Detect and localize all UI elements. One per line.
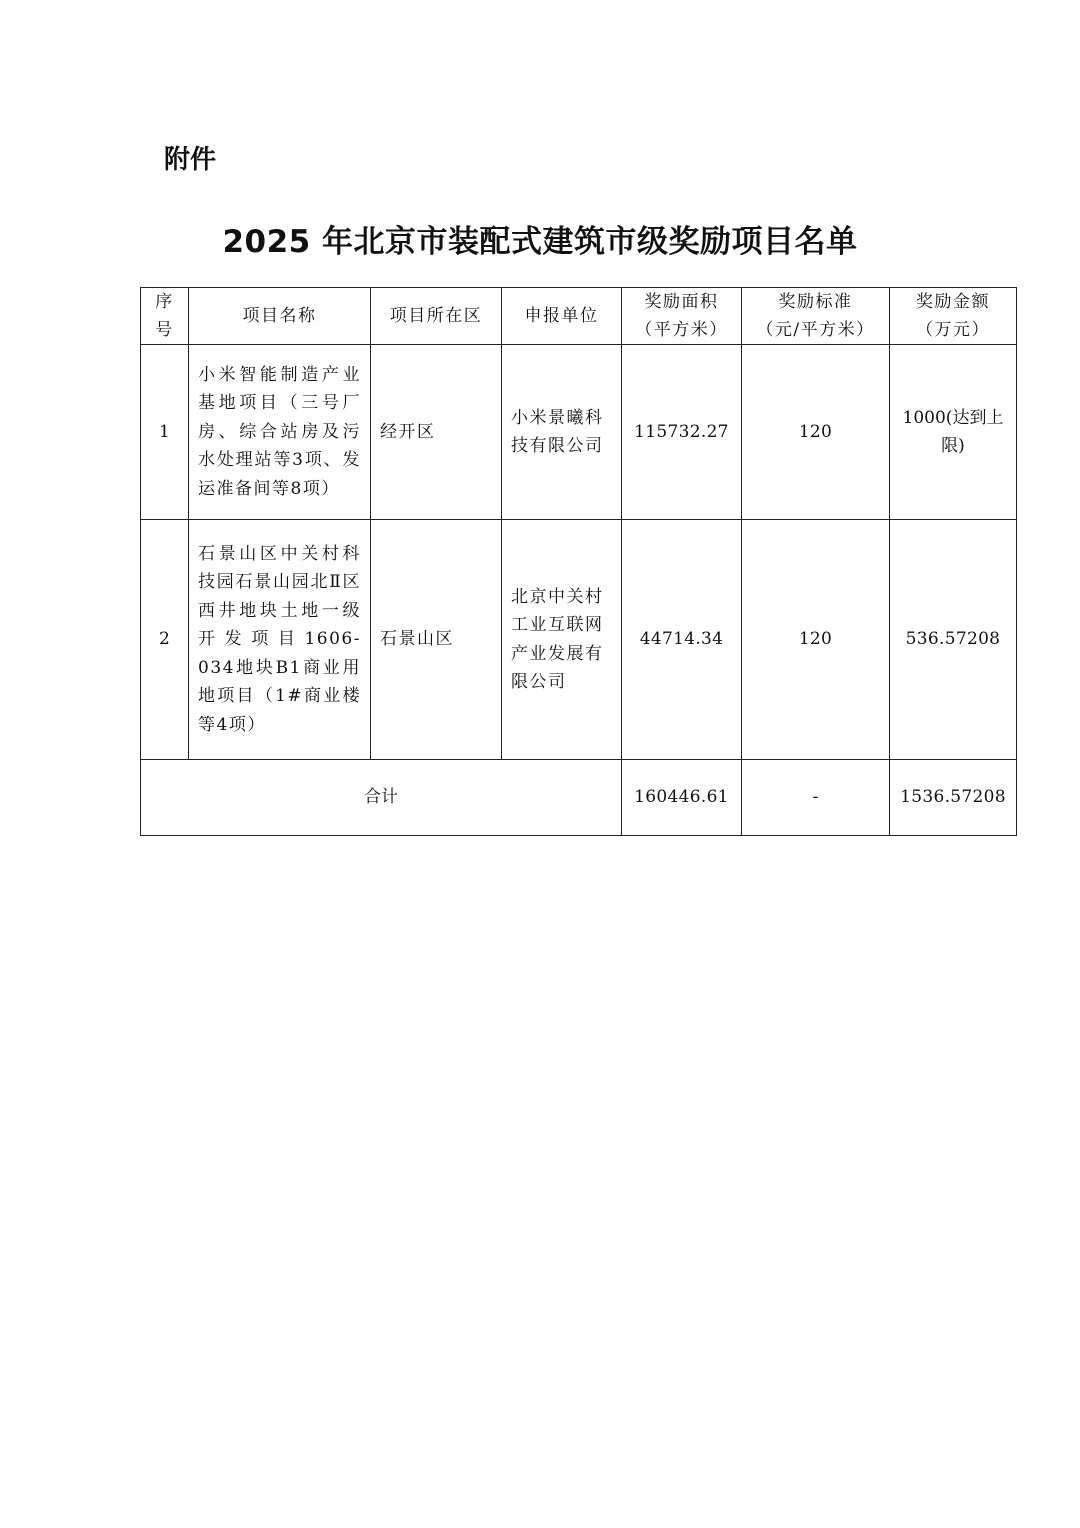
cell-unit: 北京中关村工业互联网产业发展有限公司	[502, 520, 622, 760]
cell-district: 经开区	[371, 345, 502, 520]
cell-standard: 120	[742, 520, 890, 760]
header-district: 项目所在区	[371, 288, 502, 345]
cell-project-name: 小米智能制造产业基地项目（三号厂房、综合站房及污水处理站等3项、发运准备间等8项）	[189, 345, 371, 520]
cell-project-name: 石景山区中关村科技园石景山园北Ⅱ区西井地块土地一级开发项目1606-034地块B1商业用地项目（1#商业楼等4项）	[189, 520, 371, 760]
table-row	[141, 345, 1017, 520]
page-title: 2025 年北京市装配式建筑市级奖励项目名单	[222, 224, 858, 260]
header-standard: 奖励标准 （元/平方米）	[742, 288, 890, 345]
cell-amount: 1000(达到上限)	[890, 345, 1017, 520]
cell-district: 石景山区	[371, 520, 502, 760]
cell-total-label: 合计	[141, 760, 622, 836]
cell-seq: 1	[141, 345, 189, 520]
cell-total-amount: 1536.57208	[890, 760, 1017, 836]
cell-unit: 小米景曦科技有限公司	[502, 345, 622, 520]
table-header-row	[141, 288, 1017, 345]
cell-area: 115732.27	[622, 345, 742, 520]
attachment-label: 附件	[164, 145, 217, 175]
header-unit: 申报单位	[502, 288, 622, 345]
table-total-row	[141, 760, 1017, 836]
table-row	[141, 520, 1017, 760]
cell-total-area: 160446.61	[622, 760, 742, 836]
header-amount: 奖励金额 （万元）	[890, 288, 1017, 345]
cell-total-standard: -	[742, 760, 890, 836]
cell-amount: 536.57208	[890, 520, 1017, 760]
header-area: 奖励面积 （平方米）	[622, 288, 742, 345]
cell-seq: 2	[141, 520, 189, 760]
header-project-name: 项目名称	[189, 288, 371, 345]
cell-standard: 120	[742, 345, 890, 520]
award-table	[140, 287, 1017, 836]
cell-area: 44714.34	[622, 520, 742, 760]
header-seq: 序 号	[141, 288, 189, 345]
